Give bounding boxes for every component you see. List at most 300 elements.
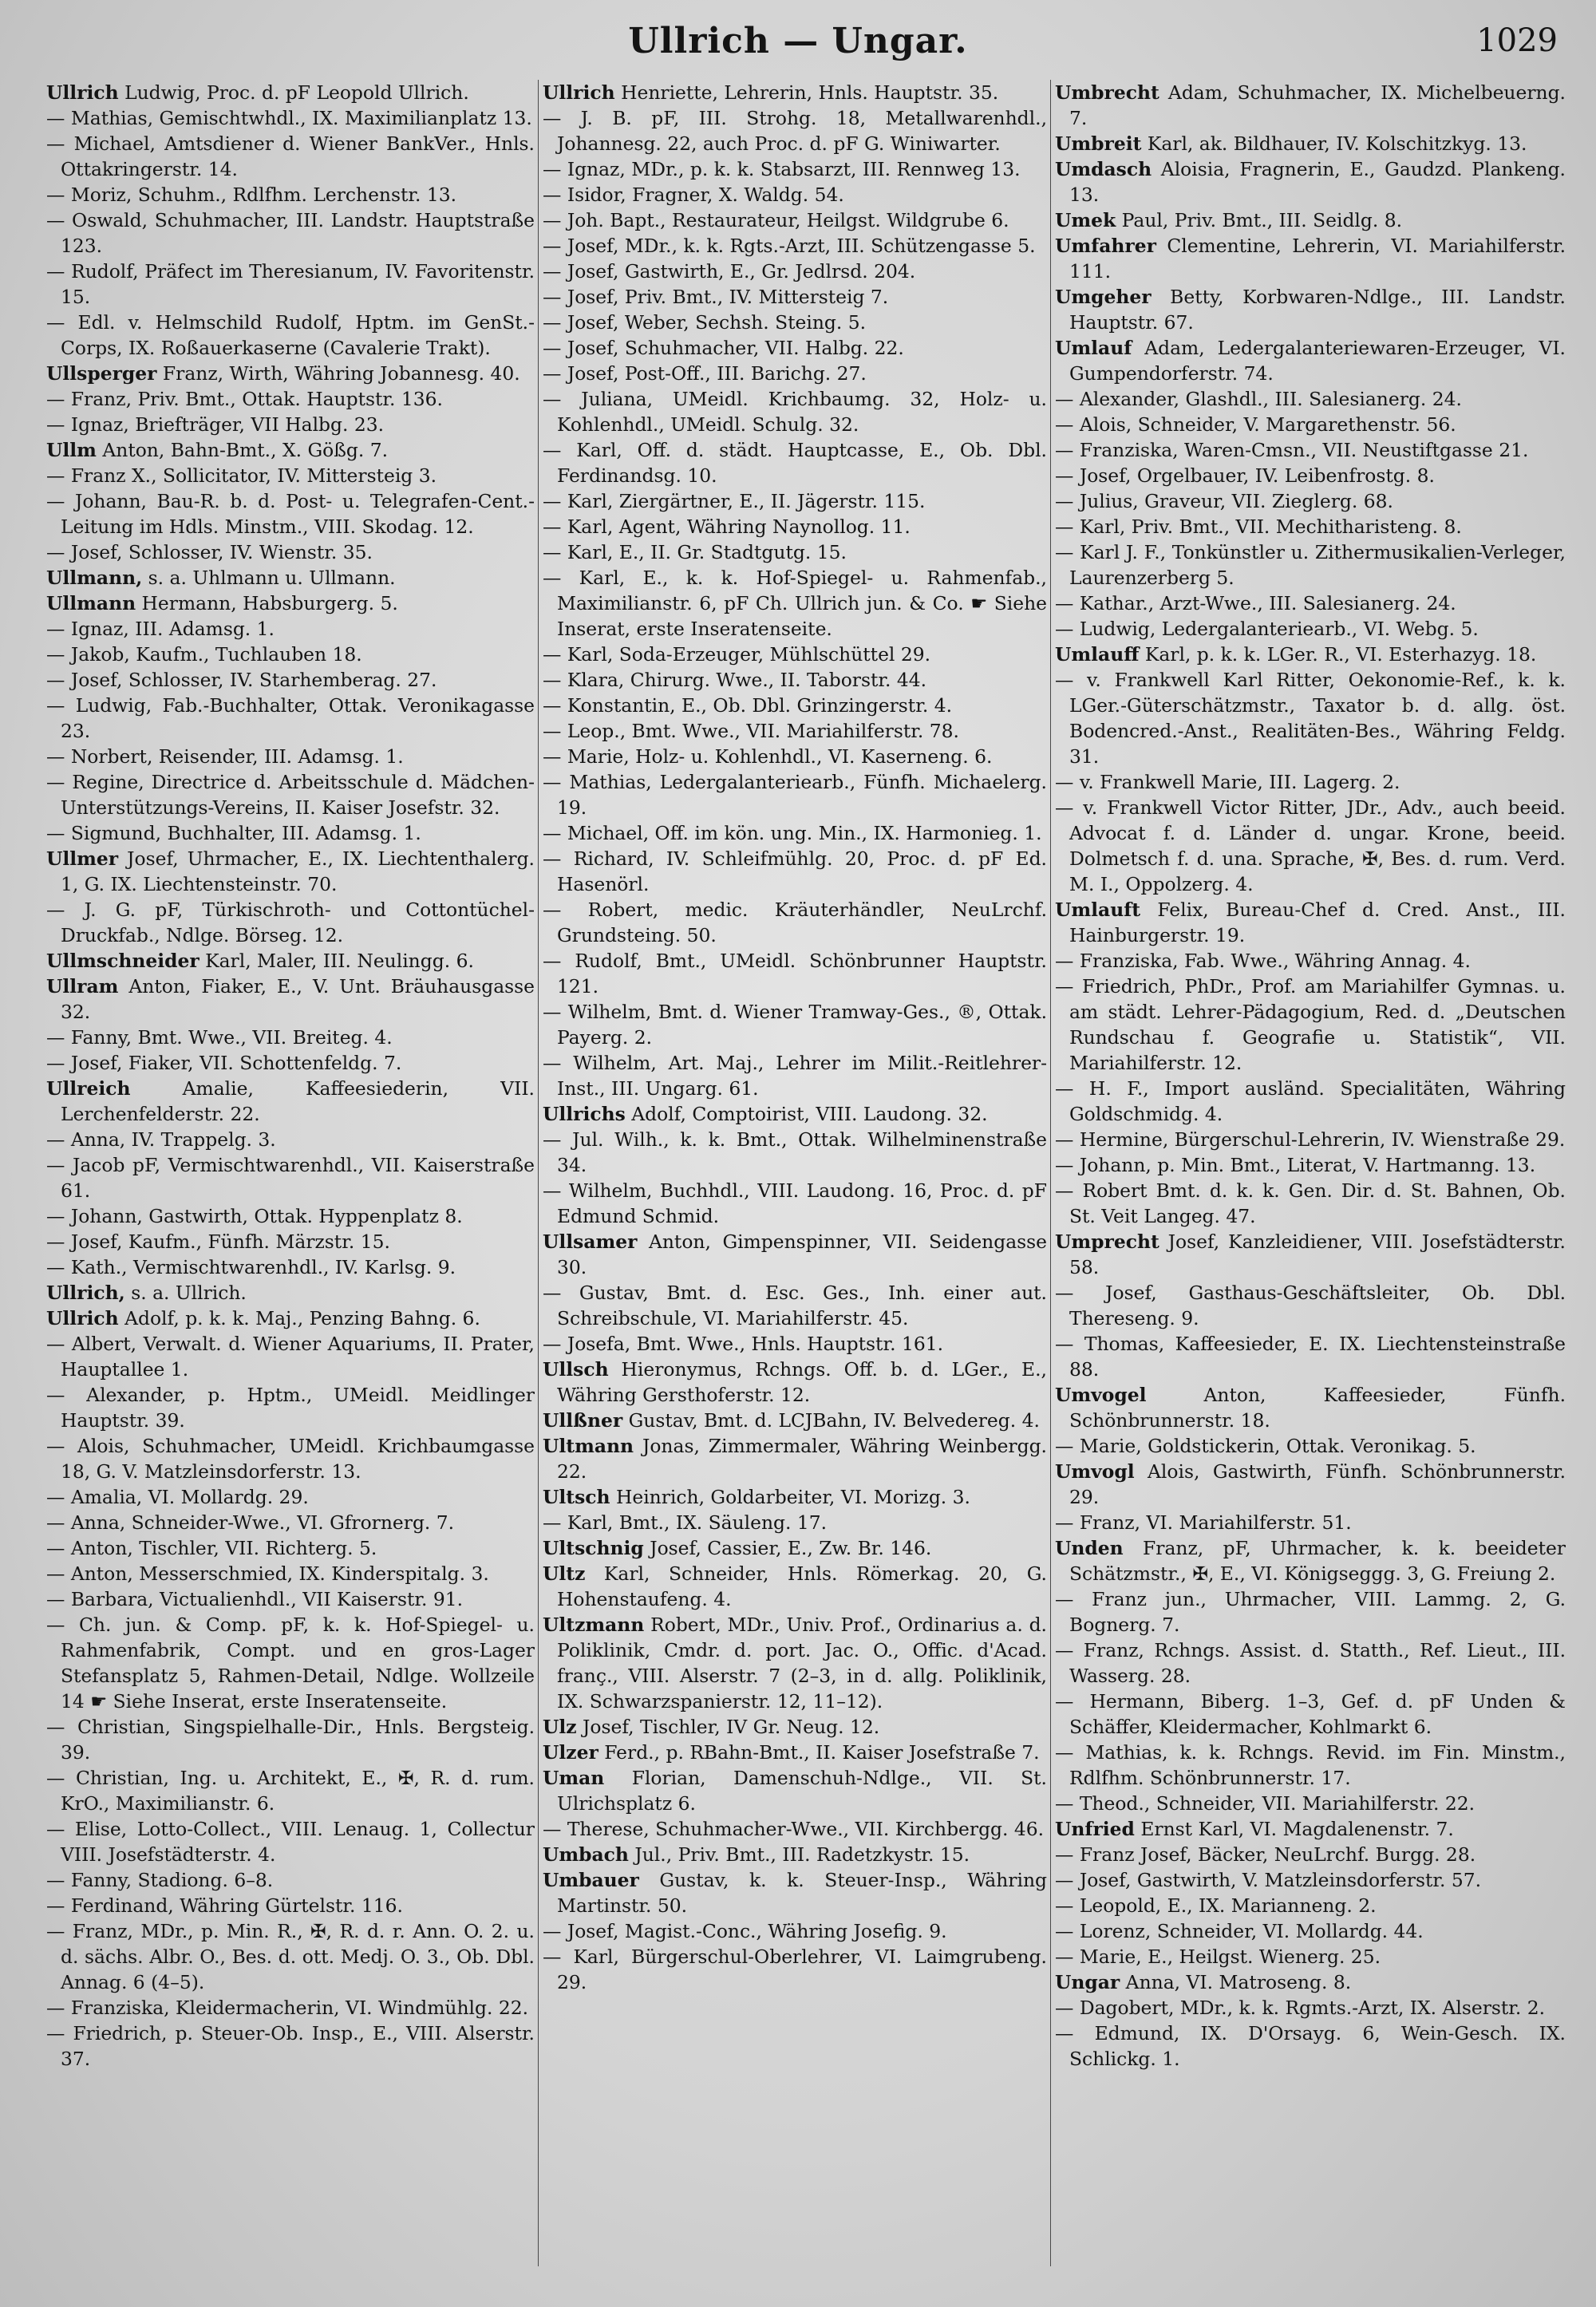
directory-entry [543, 259, 1047, 284]
entry-text: — Alexander, p. Hptm., UMeidl. Meidlinger Hauptstr. 39. [46, 1384, 535, 1432]
entry-text: — Josef, Gastwirth, E., Gr. Jedlrsd. 204. [543, 260, 916, 282]
directory-entry [46, 1535, 535, 1561]
entry-text: — Fanny, Bmt. Wwe., VII. Breiteg. 4. [46, 1026, 393, 1049]
entry-text: — Franziska, Waren-Cmsn., VII. Neustiftgasse 21. [1055, 439, 1529, 461]
directory-entry [543, 1918, 1047, 1944]
directory-entry [46, 259, 535, 310]
entry-text: — Marie, E., Heilgst. Wienerg. 25. [1055, 1946, 1381, 1968]
entry-text: Hieronymus, Rchngs. Off. b. d. LGer., E., Währing Gersthoferstr. 12. [557, 1358, 1047, 1406]
entry-surname: Ullsperger [46, 362, 157, 385]
entry-text: — Kathar., Arzt-Wwe., III. Salesianerg. 24. [1055, 592, 1456, 614]
entry-text: — Alexander, Glashdl., III. Salesianerg. 24. [1055, 388, 1462, 410]
entry-text: Felix, Bureau-Chef d. Cred. Anst., III. Hainburgerstr. 19. [1069, 899, 1566, 946]
entry-text: — Josef, Gastwirth, V. Matzleinsdorferstr. 57. [1055, 1869, 1482, 1891]
directory-entry [46, 693, 535, 744]
entry-text: — Franz X., Sollicitator, IV. Mittersteig 3. [46, 464, 437, 487]
directory-entry [46, 591, 535, 616]
directory-entry [46, 131, 535, 182]
entry-surname: Umlauft [1055, 899, 1141, 921]
entry-surname: Ullmann [46, 592, 136, 614]
directory-entry [543, 718, 1047, 744]
directory-entry [1055, 1918, 1566, 1944]
entry-surname: Umbreit [1055, 132, 1142, 155]
entry-text: Aloisia, Fragnerin, E., Gaudzd. Plankeng. 13. [1069, 158, 1566, 206]
entry-text: — Josef, Orgelbauer, IV. Leibenfrostg. 8. [1055, 464, 1435, 487]
directory-entry [46, 744, 535, 769]
entry-surname: Ullßner [543, 1409, 623, 1432]
directory-entry [543, 1714, 1047, 1740]
directory-entry [46, 1816, 535, 1867]
directory-entry [46, 1893, 535, 1918]
directory-entry [46, 1306, 535, 1331]
entry-text: — Ludwig, Ledergalanteriearb., VI. Webg. 5. [1055, 618, 1479, 640]
entry-text: — Sigmund, Buchhalter, III. Adamsg. 1. [46, 822, 421, 844]
entry-text: — Theod., Schneider, VII. Mariahilferstr. 22. [1055, 1792, 1476, 1815]
entry-text: Karl, p. k. k. LGer. R., VI. Esterhazyg. 18. [1139, 643, 1537, 666]
entry-text: — v. Frankwell Karl Ritter, Oekonomie-Ref., k. k. LGer.-Güterschätzmstr., Taxator b. d. allg. öst. Bodencred.-Anst., Realitäten-Bes., Währing Feldg. 31. [1055, 669, 1566, 768]
entry-text: — Franz jun., Uhrmacher, VIII. Lammg. 2, G. Bognerg. 7. [1055, 1588, 1566, 1636]
entry-surname: Ungar [1055, 1971, 1120, 1993]
directory-entry [543, 999, 1047, 1050]
directory-entry [543, 1127, 1047, 1178]
entry-text: — Friedrich, p. Steuer-Ob. Insp., E., VIII. Alserstr. 37. [46, 2022, 535, 2070]
entry-text: — Karl, Bmt., IX. Säuleng. 17. [543, 1511, 828, 1534]
entry-text: — Johann, Bau-R. b. d. Post- u. Telegrafen-Cent.-Leitung im Hdls. Minstm., VIII. Skodag. 12. [46, 490, 535, 538]
entry-text: — J. G. pF, Türkischroth- und Cottontüchel-Druckfab., Ndlge. Börseg. 12. [46, 899, 535, 946]
entry-text: — Gustav, Bmt. d. Esc. Ges., Inh. einer aut. Schreibschule, VI. Mariahilferstr. 45. [543, 1282, 1047, 1329]
entry-text: — Josef, Priv. Bmt., IV. Mittersteig 7. [543, 286, 889, 308]
entry-surname: Ulzer [543, 1741, 598, 1764]
directory-entry [46, 105, 535, 131]
entry-text: — Jul. Wilh., k. k. Bmt., Ottak. Wilhelminenstraße 34. [543, 1128, 1047, 1176]
entry-surname: Ullrich [543, 81, 615, 104]
entry-text: — Jakob, Kaufm., Tuchlauben 18. [46, 643, 362, 666]
directory-entry [46, 1331, 535, 1382]
directory-entry [1055, 284, 1566, 335]
entry-text: Josef, Cassier, E., Zw. Br. 146. [643, 1537, 932, 1559]
entry-text: — Christian, Ing. u. Architekt, E., ✠, R. d. rum. KrO., Maximilianstr. 6. [46, 1767, 535, 1815]
directory-entry [543, 1050, 1047, 1101]
directory-entry [543, 361, 1047, 386]
directory-entry [1055, 1791, 1566, 1816]
entry-text: — Wilhelm, Bmt. d. Wiener Tramway-Ges., ®, Ottak. Payerg. 2. [543, 1001, 1047, 1049]
entry-text: — Franziska, Kleidermacherin, VI. Windmühlg. 22. [46, 1997, 529, 2019]
entry-text: s. a. Uhlmann u. Ullmann. [142, 567, 396, 589]
directory-entry [1055, 1229, 1566, 1280]
entry-text: — Leop., Bmt. Wwe., VII. Mariahilferstr. 78. [543, 720, 959, 742]
directory-entry [543, 386, 1047, 437]
entry-text: — Dagobert, MDr., k. k. Rgmts.-Arzt, IX. Alserstr. 2. [1055, 1997, 1546, 2019]
entry-text: — Karl, Priv. Bmt., VII. Mechitharisteng. 8. [1055, 516, 1462, 538]
entry-surname: Ultzmann [543, 1614, 645, 1636]
entry-text: — Ignaz, Briefträger, VII Halbg. 23. [46, 413, 385, 436]
directory-entry [1055, 131, 1566, 156]
directory-entry [46, 412, 535, 437]
entry-text: — Franz Josef, Bäcker, NeuLrchf. Burgg. 28. [1055, 1843, 1476, 1866]
entry-text: Paul, Priv. Bmt., III. Seidlg. 8. [1116, 209, 1403, 231]
directory-entry [543, 80, 1047, 105]
entry-text: — Richard, IV. Schleifmühlg. 20, Proc. d. pF Ed. Hasenörl. [543, 847, 1047, 895]
entry-surname: Umbrecht [1055, 81, 1159, 104]
directory-columns [46, 80, 1566, 2282]
entry-text: Jonas, Zimmermaler, Währing Weinbergg. 22. [557, 1435, 1047, 1483]
directory-entry [543, 897, 1047, 948]
directory-entry [1055, 412, 1566, 437]
entry-text: Ludwig, Proc. d. pF Leopold Ullrich. [118, 81, 469, 104]
entry-text: — Josefa, Bmt. Wwe., Hnls. Hauptstr. 161. [543, 1333, 944, 1355]
entry-surname: Ullrich [46, 81, 119, 104]
entry-text: — Franz, MDr., p. Min. R., ✠, R. d. r. Ann. O. 2. u. d. sächs. Albr. O., Bes. d. ott. Medj. O. 3., Ob. Dbl. Annag. 6 (4–5). [46, 1920, 535, 1993]
entry-text: — Jacob pF, Vermischtwarenhdl., VII. Kaiserstraße 61. [46, 1154, 535, 1202]
entry-surname: Ullrich, [46, 1282, 125, 1304]
directory-entry [1055, 1637, 1566, 1689]
directory-entry [543, 1740, 1047, 1765]
entry-text: — Christian, Singspielhalle-Dir., Hnls. Bergsteig. 39. [46, 1716, 535, 1764]
entry-text: Karl, Schneider, Hnls. Römerkag. 20, G. Hohenstaufeng. 4. [557, 1562, 1047, 1610]
directory-entry [46, 897, 535, 948]
directory-entry [46, 948, 535, 974]
directory-entry [46, 1127, 535, 1152]
directory-entry [1055, 335, 1566, 386]
entry-text: Adam, Schuhmacher, IX. Michelbeuerng. 7. [1069, 81, 1566, 129]
directory-entry [543, 744, 1047, 769]
directory-entry [46, 820, 535, 846]
directory-entry [543, 1178, 1047, 1229]
directory-entry [1055, 437, 1566, 463]
entry-text: — J. B. pF, III. Strohg. 18, Metallwarenhdl., Johannesg. 22, auch Proc. d. pF G. Winiwarter. [543, 107, 1047, 155]
directory-entry [543, 310, 1047, 335]
entry-text: Alois, Gastwirth, Fünfh. Schönbrunnerstr. 29. [1069, 1460, 1566, 1508]
directory-entry [1055, 514, 1566, 539]
directory-entry [46, 565, 535, 591]
directory-entry [1055, 488, 1566, 514]
column-2 [543, 80, 1047, 2282]
entry-text: — Karl, E., II. Gr. Stadtgutg. 15. [543, 541, 847, 563]
entry-text: — Friedrich, PhDr., Prof. am Mariahilfer Gymnas. u. am städt. Lehrer-Pädagogium, Red. d. „Deutschen Rundschau f. Geografie u. Statistik“, VII. Mariahilferstr. 12. [1055, 975, 1566, 1074]
entry-text: — Michael, Off. im kön. ung. Min., IX. Harmonieg. 1. [543, 822, 1042, 844]
entry-text: Hermann, Habsburgerg. 5. [136, 592, 398, 614]
directory-entry [543, 1510, 1047, 1535]
directory-entry [46, 1382, 535, 1433]
entry-text: Jul., Priv. Bmt., III. Radetzkystr. 15. [628, 1843, 970, 1866]
directory-entry [543, 437, 1047, 488]
directory-entry [543, 1357, 1047, 1408]
entry-text: — Anna, Schneider-Wwe., VI. Gfrornerg. 7. [46, 1511, 455, 1534]
entry-text: — Barbara, Victualienhdl., VII Kaiserstr. 91. [46, 1588, 464, 1610]
entry-text: — Therese, Schuhmacher-Wwe., VII. Kirchbergg. 46. [543, 1818, 1045, 1840]
directory-entry [46, 1152, 535, 1203]
directory-entry [543, 642, 1047, 667]
directory-entry [1055, 948, 1566, 974]
entry-text: Clementine, Lehrerin, VI. Mariahilferstr. 111. [1069, 235, 1566, 282]
directory-entry [46, 1025, 535, 1050]
entry-surname: Umfahrer [1055, 235, 1156, 257]
entry-text: Betty, Korbwaren-Ndlge., III. Landstr. Hauptstr. 67. [1069, 286, 1566, 334]
entry-text: — Johann, Gastwirth, Ottak. Hyppenplatz 8. [46, 1205, 463, 1227]
entry-surname: Umlauf [1055, 337, 1132, 359]
directory-entry [543, 514, 1047, 539]
directory-entry [543, 284, 1047, 310]
entry-text: — Karl, Soda-Erzeuger, Mühlschüttel 29. [543, 643, 931, 666]
directory-entry [46, 1918, 535, 1995]
directory-entry [543, 156, 1047, 182]
entry-text: Adolf, Comptoirist, VIII. Laudong. 32. [625, 1103, 988, 1125]
directory-entry [543, 1101, 1047, 1127]
entry-text: — Mathias, Gemischtwhdl., IX. Maximilianplatz 13. [46, 107, 532, 129]
directory-entry [543, 820, 1047, 846]
directory-entry [46, 1076, 535, 1127]
entry-text: — Rudolf, Präfect im Theresianum, IV. Favoritenstr. 15. [46, 260, 535, 308]
directory-entry [543, 233, 1047, 259]
directory-entry [1055, 2021, 1566, 2072]
entry-text: — Josef, Schlosser, IV. Starhemberag. 27. [46, 669, 437, 691]
entry-surname: Ullsch [543, 1358, 609, 1381]
entry-text: — Josef, Weber, Sechsh. Steing. 5. [543, 311, 867, 334]
directory-entry [46, 769, 535, 820]
entry-text: Gustav, k. k. Steuer-Insp., Währing Martinstr. 50. [557, 1869, 1047, 1917]
entry-surname: Ullmann, [46, 567, 143, 589]
directory-entry [543, 207, 1047, 233]
directory-entry [543, 565, 1047, 642]
directory-entry [543, 335, 1047, 361]
directory-entry [1055, 1816, 1566, 1842]
entry-surname: Umbach [543, 1843, 629, 1866]
directory-entry [46, 1714, 535, 1765]
directory-entry [1055, 1152, 1566, 1178]
directory-entry [543, 1842, 1047, 1867]
directory-entry [46, 437, 535, 463]
entry-text: Robert, MDr., Univ. Prof., Ordinarius a. d. Poliklinik, Cmdr. d. port. Jac. O., Offic. d'Acad. franç., VIII. Alserstr. 7 (2–3, in d. allg. Poliklinik, IX. Schwarzspanierstr. 12, 11–12). [557, 1614, 1047, 1712]
entry-text: Henriette, Lehrerin, Hnls. Hauptstr. 35. [614, 81, 999, 104]
entry-text: — Franz, Rchngs. Assist. d. Statth., Ref. Lieut., III. Wasserg. 28. [1055, 1639, 1566, 1687]
column-divider [538, 80, 539, 2266]
directory-entry [1055, 1535, 1566, 1586]
column-1 [46, 80, 535, 2282]
entry-text: Franz, pF, Uhrmacher, k. k. beeideter Schätzmstr., ✠, E., VI. Königseggg. 3, G. Freiung 2. [1069, 1537, 1566, 1585]
entry-text: — Wilhelm, Art. Maj., Lehrer im Milit.-Reitlehrer-Inst., III. Ungarg. 61. [543, 1052, 1047, 1100]
entry-text: — Isidor, Fragner, X. Waldg. 54. [543, 184, 844, 206]
directory-entry [543, 105, 1047, 156]
page-number: 1029 [1476, 22, 1558, 59]
directory-entry [46, 616, 535, 642]
entry-text: Ernst Karl, VI. Magdalenenstr. 7. [1134, 1818, 1454, 1840]
column-divider [1050, 80, 1051, 2266]
entry-text: — Karl J. F., Tonkünstler u. Zithermusikalien-Verleger, Laurenzerberg 5. [1055, 541, 1566, 589]
entry-text: — Marie, Holz- u. Kohlenhdl., VI. Kaserneng. 6. [543, 745, 993, 768]
directory-entry [1055, 1280, 1566, 1331]
entry-surname: Ultsch [543, 1486, 610, 1508]
entry-surname: Umvogel [1055, 1384, 1147, 1406]
directory-entry [46, 539, 535, 565]
entry-text: Heinrich, Goldarbeiter, VI. Morizg. 3. [610, 1486, 970, 1508]
entry-text: — Ignaz, MDr., p. k. k. Stabsarzt, III. Rennweg 13. [543, 158, 1021, 180]
entry-text: Adam, Ledergalanteriewaren-Erzeuger, VI. Gumpendorferstr. 74. [1069, 337, 1566, 385]
entry-text: — Lorenz, Schneider, VI. Mollardg. 44. [1055, 1920, 1424, 1942]
entry-text: — v. Frankwell Marie, III. Lagerg. 2. [1055, 771, 1400, 793]
directory-entry [543, 1535, 1047, 1561]
entry-surname: Ullram [46, 975, 119, 997]
directory-entry [1055, 207, 1566, 233]
entry-surname: Umvogl [1055, 1460, 1135, 1483]
directory-entry [46, 463, 535, 488]
directory-entry [543, 1867, 1047, 1918]
entry-text: — Klara, Chirurg. Wwe., II. Taborstr. 44. [543, 669, 927, 691]
entry-surname: Uman [543, 1767, 605, 1789]
entry-text: — Josef, Schlosser, IV. Wienstr. 35. [46, 541, 373, 563]
entry-text: — H. F., Import ausländ. Specialitäten, Währing Goldschmidg. 4. [1055, 1077, 1566, 1125]
entry-text: — Ignaz, III. Adamsg. 1. [46, 618, 275, 640]
entry-text: — Karl, Off. d. städt. Hauptcasse, E., Ob. Dbl. Ferdinandsg. 10. [543, 439, 1047, 487]
entry-surname: Umdasch [1055, 158, 1152, 180]
directory-entry [46, 1433, 535, 1484]
entry-text: Gustav, Bmt. d. LCJBahn, IV. Belvedereg. 4. [622, 1409, 1040, 1432]
directory-entry [543, 1331, 1047, 1357]
directory-entry [46, 1510, 535, 1535]
entry-surname: Ullm [46, 439, 97, 461]
entry-surname: Unden [1055, 1537, 1124, 1559]
directory-entry [46, 1561, 535, 1586]
directory-entry [1055, 1944, 1566, 1969]
entry-text: — Josef, Magist.-Conc., Währing Josefig. 9. [543, 1920, 947, 1942]
directory-entry [46, 310, 535, 361]
directory-entry [1055, 1689, 1566, 1740]
page-header [0, 21, 1596, 69]
directory-entry [1055, 1331, 1566, 1382]
entry-surname: Ullreich [46, 1077, 131, 1100]
entry-text: — Albert, Verwalt. d. Wiener Aquariums, II. Prater, Hauptallee 1. [46, 1333, 535, 1381]
directory-entry [1055, 386, 1566, 412]
directory-entry [1055, 1586, 1566, 1637]
directory-entry [46, 488, 535, 539]
entry-text: — Mathias, k. k. Rchngs. Revid. im Fin. Minstm., Rdlfhm. Schönbrunnerstr. 17. [1055, 1741, 1566, 1789]
directory-entry [1055, 1127, 1566, 1152]
entry-text: Josef, Kanzleidiener, VIII. Josefstädterstr. 58. [1069, 1231, 1566, 1278]
entry-surname: Ultschnig [543, 1537, 644, 1559]
entry-text: — Kath., Vermischtwarenhdl., IV. Karlsg. 9. [46, 1256, 456, 1278]
entry-text: — Anton, Tischler, VII. Richterg. 5. [46, 1537, 377, 1559]
entry-text: — Norbert, Reisender, III. Adamsg. 1. [46, 745, 404, 768]
entry-surname: Unfried [1055, 1818, 1135, 1840]
entry-surname: Ulz [543, 1716, 577, 1738]
entry-text: — Ch. jun. & Comp. pF, k. k. Hof-Spiegel- u. Rahmenfabrik, Compt. und en gros-Lager Stefansplatz 5, Rahmen-Detail, Ndlge. Wollzeile 14 ☛ Siehe Inserat, erste Inseratenseite. [46, 1614, 535, 1712]
directory-entry [46, 1867, 535, 1893]
entry-text: — Mathias, Ledergalanteriearb., Fünfh. Michaelerg. 19. [543, 771, 1047, 819]
directory-entry [543, 1229, 1047, 1280]
entry-surname: Ullmer [46, 847, 119, 870]
directory-entry [1055, 1867, 1566, 1893]
entry-text: — Johann, p. Min. Bmt., Literat, V. Hartmanng. 13. [1055, 1154, 1536, 1176]
entry-text: — Hermann, Biberg. 1–3, Gef. d. pF Unden & Schäffer, Kleidermacher, Kohlmarkt 6. [1055, 1690, 1566, 1738]
entry-text: — Karl, Bürgerschul-Oberlehrer, VI. Laimgrubeng. 29. [543, 1946, 1047, 1993]
directory-entry [46, 846, 535, 897]
entry-text: s. a. Ullrich. [124, 1282, 247, 1304]
directory-entry [46, 1484, 535, 1510]
directory-entry [46, 1586, 535, 1612]
directory-entry [543, 539, 1047, 565]
directory-entry [46, 642, 535, 667]
directory-entry [46, 80, 535, 105]
directory-entry [543, 1561, 1047, 1612]
entry-text: — Konstantin, E., Ob. Dbl. Grinzingerstr. 4. [543, 694, 953, 717]
entry-text: — Anton, Messerschmied, IX. Kinderspitalg. 3. [46, 1562, 489, 1585]
directory-entry [46, 1765, 535, 1816]
directory-entry [46, 1254, 535, 1280]
directory-entry [46, 1229, 535, 1254]
entry-text: — Amalia, VI. Mollardg. 29. [46, 1486, 309, 1508]
entry-text: — Juliana, UMeidl. Krichbaumg. 32, Holz- u. Kohlenhdl., UMeidl. Schulg. 32. [543, 388, 1047, 436]
directory-entry [1055, 1510, 1566, 1535]
directory-entry [1055, 769, 1566, 795]
entry-text: — Elise, Lotto-Collect., VIII. Lenaug. 1, Collectur VIII. Josefstädterstr. 4. [46, 1818, 535, 1866]
directory-entry [1055, 591, 1566, 616]
directory-entry [46, 1612, 535, 1714]
directory-entry [543, 1612, 1047, 1714]
directory-entry [1055, 667, 1566, 769]
entry-surname: Umek [1055, 209, 1116, 231]
entry-surname: Umlauff [1055, 643, 1140, 666]
entry-text: — Leopold, E., IX. Marianneng. 2. [1055, 1894, 1377, 1917]
entry-text: — Franz, Priv. Bmt., Ottak. Hauptstr. 136. [46, 388, 443, 410]
entry-text: — Marie, Goldstickerin, Ottak. Veronikag. 5. [1055, 1435, 1476, 1457]
entry-text: Anna, VI. Matroseng. 8. [1120, 1971, 1352, 1993]
entry-text: Josef, Uhrmacher, E., IX. Liechtenthalerg. 1, G. IX. Liechtensteinstr. 70. [61, 847, 535, 895]
directory-entry [1055, 1969, 1566, 1995]
directory-entry [1055, 1893, 1566, 1918]
entry-text: — Alois, Schneider, V. Margarethenstr. 56. [1055, 413, 1456, 436]
directory-entry [1055, 1178, 1566, 1229]
directory-entry [46, 386, 535, 412]
entry-text: — Franz, VI. Mariahilferstr. 51. [1055, 1511, 1352, 1534]
directory-entry [46, 361, 535, 386]
entry-text: — Wilhelm, Buchhdl., VIII. Laudong. 16, Proc. d. pF Edmund Schmid. [543, 1179, 1047, 1227]
entry-text: — Michael, Amtsdiener d. Wiener BankVer., Hnls. Ottakringerstr. 14. [46, 132, 535, 180]
entry-text: — Edl. v. Helmschild Rudolf, Hptm. im GenSt.-Corps, IX. Roßauerkaserne (Cavalerie Trakt). [46, 311, 535, 359]
directory-entry [46, 1050, 535, 1076]
directory-entry [1055, 897, 1566, 948]
directory-entry [46, 2021, 535, 2072]
entry-text: — Rudolf, Bmt., UMeidl. Schönbrunner Hauptstr. 121. [543, 950, 1047, 997]
entry-text: — v. Frankwell Victor Ritter, JDr., Adv., auch beeid. Advocat f. d. Länder d. ungar. Krone, beeid. Dolmetsch f. d. una. Sprache, ✠, Bes. d. rum. Verd. M. I., Oppolzerg. 4. [1055, 796, 1566, 895]
entry-surname: Umgeher [1055, 286, 1152, 308]
entry-surname: Umprecht [1055, 1231, 1159, 1253]
entry-text: Adolf, p. k. k. Maj., Penzing Bahng. 6. [118, 1307, 480, 1329]
column-3 [1055, 80, 1566, 2282]
directory-entry [1055, 795, 1566, 897]
directory-entry [543, 1944, 1047, 1995]
directory-entry [543, 1816, 1047, 1842]
entry-text: — Josef, Schuhmacher, VII. Halbg. 22. [543, 337, 904, 359]
directory-entry [1055, 642, 1566, 667]
entry-surname: Ultmann [543, 1435, 634, 1457]
entry-text: Anton, Bahn-Bmt., X. Gößg. 7. [96, 439, 389, 461]
directory-entry [543, 182, 1047, 207]
directory-entry [46, 182, 535, 207]
directory-entry [46, 1995, 535, 2021]
entry-text: — Edmund, IX. D'Orsayg. 6, Wein-Gesch. IX. Schlickg. 1. [1055, 2022, 1566, 2070]
directory-entry [1055, 1433, 1566, 1459]
directory-entry [1055, 1459, 1566, 1510]
entry-text: — Robert, medic. Kräuterhändler, NeuLrchf. Grundsteing. 50. [543, 899, 1047, 946]
directory-entry [46, 667, 535, 693]
entry-text: Anton, Gimpenspinner, VII. Seidengasse 30. [557, 1231, 1047, 1278]
directory-entry [543, 1484, 1047, 1510]
entry-text: Florian, Damenschuh-Ndlge., VII. St. Ulrichsplatz 6. [557, 1767, 1047, 1815]
entry-text: — Karl, Agent, Währing Naynollog. 11. [543, 516, 911, 538]
entry-text: — Ludwig, Fab.-Buchhalter, Ottak. Veronikagasse 23. [46, 694, 535, 742]
directory-entry [1055, 1740, 1566, 1791]
entry-text: — Josef, Gasthaus-Geschäftsleiter, Ob. Dbl. Thereseng. 9. [1055, 1282, 1566, 1329]
entry-text: — Julius, Graveur, VII. Zieglerg. 68. [1055, 490, 1393, 512]
